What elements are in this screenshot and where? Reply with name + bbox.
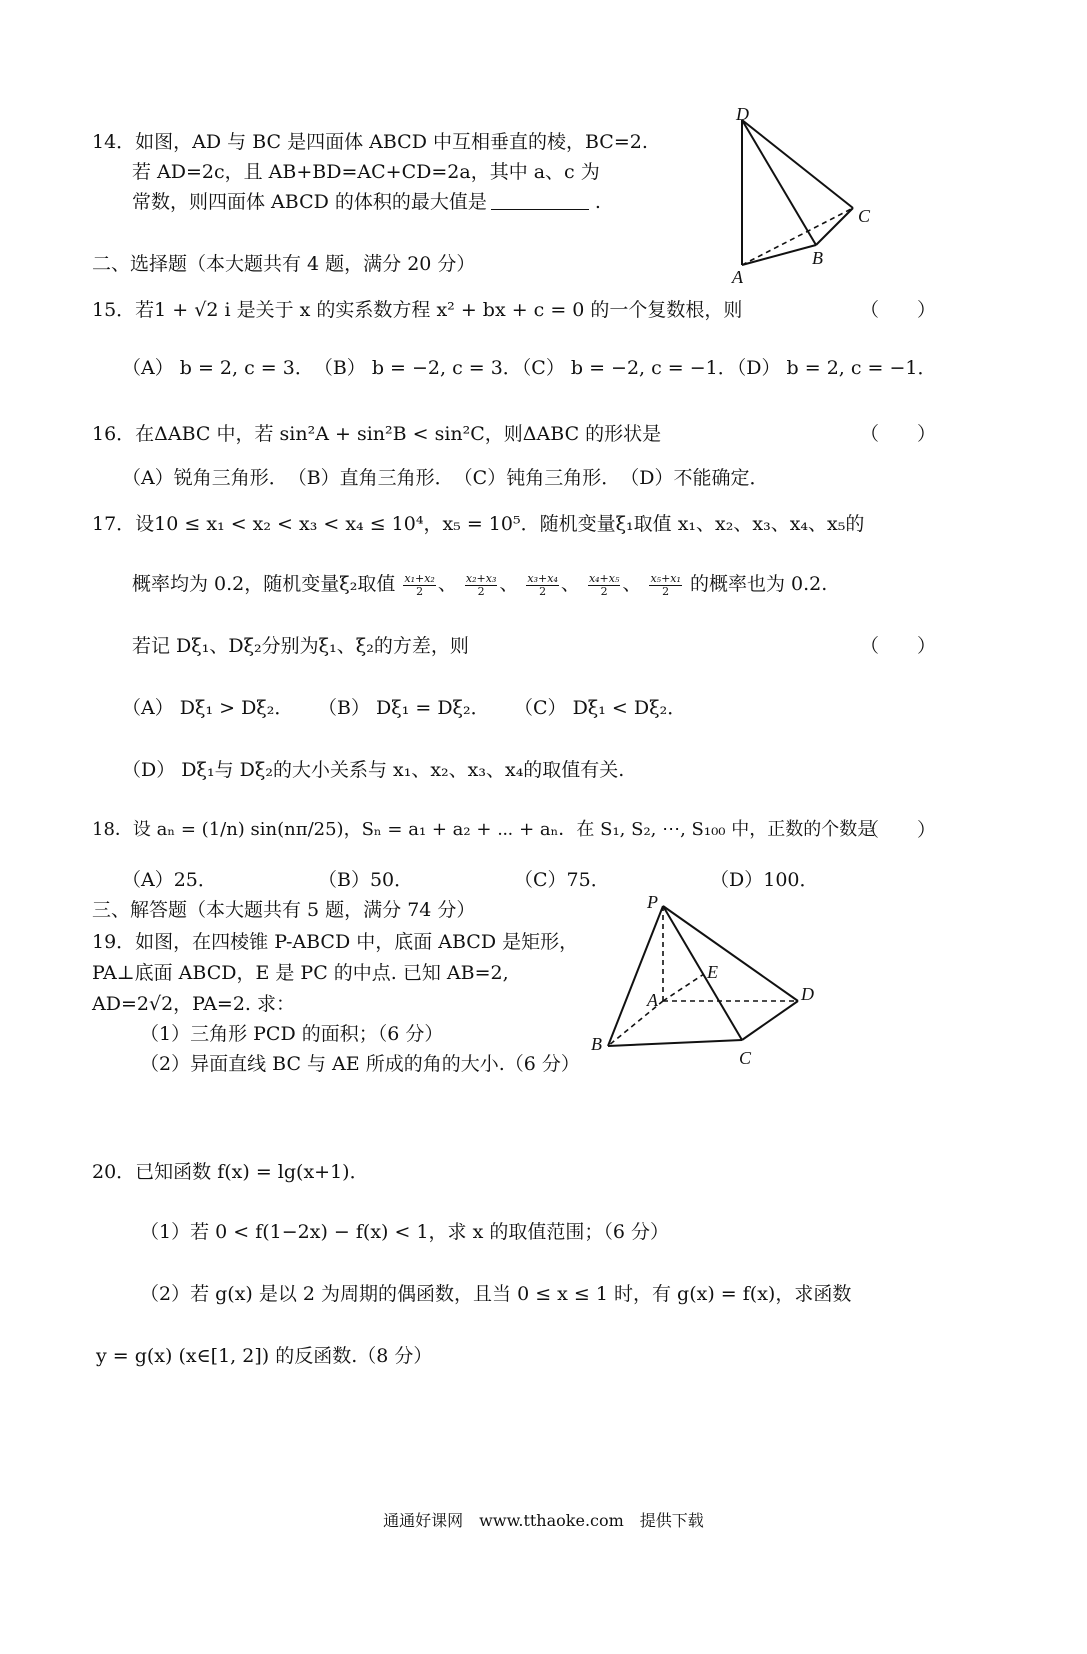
label-d: D [801,984,814,1004]
q14-line3-text: 常数，则四面体 ABCD 的体积的最大值是 [132,191,487,213]
q14-line2: 若 AD=2c，且 AB+BD=AC+CD=2a，其中 a、c 为 [132,161,600,183]
q18-answer-paren: （ ） [860,819,937,841]
edge-bc [608,1040,742,1046]
q14-line3 [132,190,601,214]
sep-4: 、 [622,573,642,595]
q18-option-c: （C）75． [514,869,610,891]
q19-line5: （2）异面直线 BC 与 AE 所成的角的大小.（6 分） [140,1053,580,1075]
q19-line4: （1）三角形 PCD 的面积；（6 分） [140,1023,444,1045]
q17-line2-a: 概率均为 0.2，随机变量ξ₂取值 [132,573,396,595]
q18-option-b: （B）50． [318,869,414,891]
label-c: C [739,1048,752,1068]
q20-line3: （2）若 g(x) 是以 2 为周期的偶函数，且当 0 ≤ x ≤ 1 时，有 g(x) = f(x)，求函数 [140,1283,852,1305]
q18-option-d: （D）100． [710,869,819,891]
label-p: P [647,892,658,912]
q15-options: （A） b = 2, c = 3． （B） b = −2, c = 3．（C） b = −2, c = −1．（D） b = 2, c = −1． [122,357,937,379]
q20-line2: （1）若 0 < f(1−2x) − f(x) < 1，求 x 的取值范围；（6 分） [140,1221,669,1243]
edge-pb [608,906,663,1046]
q17-line1: 17．设10 ≤ x₁ < x₂ < x₃ < x₄ ≤ 10⁴，x₅ = 10⁵．随机变量ξ₁取值 x₁、x₂、x₃、x₄、x₅的 [92,513,865,535]
q14-line1: 14．如图，AD 与 BC 是四面体 ABCD 中互相垂直的棱，BC=2. [92,131,648,153]
section-2-heading: 二、选择题（本大题共有 4 题，满分 20 分） [92,253,476,275]
label-d: D [736,104,749,124]
q17-option-b: （B） Dξ₁ = Dξ₂． [318,697,490,719]
q16-text: 16．在ΔABC 中，若 sin²A + sin²B < sin²C，则ΔABC 的形状是 [92,423,662,445]
fraction-3 [526,573,558,598]
label-b: B [812,248,823,268]
q16-answer-paren: （ ） [860,423,937,445]
fraction-3-den: 2 [539,584,547,598]
q17-line2-b: 的概率也为 0.2. [689,573,828,595]
edge-ae-hidden [663,974,704,1001]
q15-answer-paren: （ ） [860,299,937,321]
fraction-2-den: 2 [477,584,485,598]
q17-option-a: （A） Dξ₁ > Dξ₂． [122,697,294,719]
edge-bc [816,208,853,245]
q17-option-c: （C） Dξ₁ < Dξ₂． [514,697,687,719]
fraction-5-den: 2 [662,584,670,598]
label-b: B [591,1034,602,1054]
q17-line2 [132,572,827,598]
label-c: C [858,206,871,226]
edge-ab [742,245,816,265]
fraction-1-num: x₁+x₂ [404,571,435,585]
answer-blank [491,193,589,210]
q19-line1: 19．如图，在四棱锥 P-ABCD 中，底面 ABCD 是矩形， [92,931,579,953]
sep-1: 、 [437,573,457,595]
edge-pc [663,906,742,1040]
q15-text: 15．若1 + √2 i 是关于 x 的实系数方程 x² + bx + c = 0 的一个复数根，则 [92,299,743,321]
fraction-3-num: x₃+x₄ [527,571,558,585]
tetrahedron-figure [720,100,890,290]
label-a: A [647,990,658,1010]
label-e: E [707,962,718,982]
q20-line1: 20．已知函数 f(x) = lg(x+1)． [92,1161,369,1183]
fraction-5-num: x₅+x₁ [650,571,681,585]
fraction-4-den: 2 [600,584,608,598]
edge-dc [742,120,853,208]
edge-pd [663,906,798,1001]
fraction-1-den: 2 [416,584,424,598]
q19-line2: PA⊥底面 ABCD，E 是 PC 的中点. 已知 AB=2, [92,962,509,984]
section-3-heading: 三、解答题（本大题共有 5 题，满分 74 分） [92,899,476,921]
q17-answer-paren: （ ） [860,635,937,657]
edge-cd [742,1001,798,1040]
fraction-4 [588,573,620,598]
pyramid-figure [585,890,830,1075]
q14-line3-end: . [594,191,601,213]
q17-option-d: （D） Dξ₁与 Dξ₂的大小关系与 x₁、x₂、x₃、x₄的取值有关. [122,759,625,781]
label-a: A [732,267,743,287]
fraction-4-num: x₄+x₅ [588,571,620,585]
edge-db [742,120,816,245]
fraction-2-num: x₂+x₃ [465,571,497,585]
q18-text: 18．设 aₙ = (1/n) sin(nπ/25)，Sₙ = a₁ + a₂ + ⋯ + aₙ．在 S₁, S₂, ⋯, S₁₀₀ 中，正数的个数是 [92,819,876,840]
sep-3: 、 [560,573,580,595]
q20-line4: y = g(x) (x∈[1, 2]) 的反函数.（8 分） [96,1345,433,1367]
fraction-1 [403,573,435,598]
q19-line3: AD=2√2，PA=2. 求： [92,993,296,1015]
q16-options: （A）锐角三角形． （B）直角三角形． （C）钝角三角形． （D）不能确定． [122,467,769,489]
fraction-2 [465,573,497,598]
edge-ac-hidden [742,208,853,265]
q18-option-a: （A）25． [122,869,217,891]
sep-2: 、 [499,573,519,595]
fraction-5 [649,573,681,598]
q17-line3: 若记 Dξ₁、Dξ₂分别为ξ₁、ξ₂的方差，则 [132,635,469,657]
footer-credit: 通通好课网 www.tthaoke.com 提供下载 [383,1511,704,1530]
